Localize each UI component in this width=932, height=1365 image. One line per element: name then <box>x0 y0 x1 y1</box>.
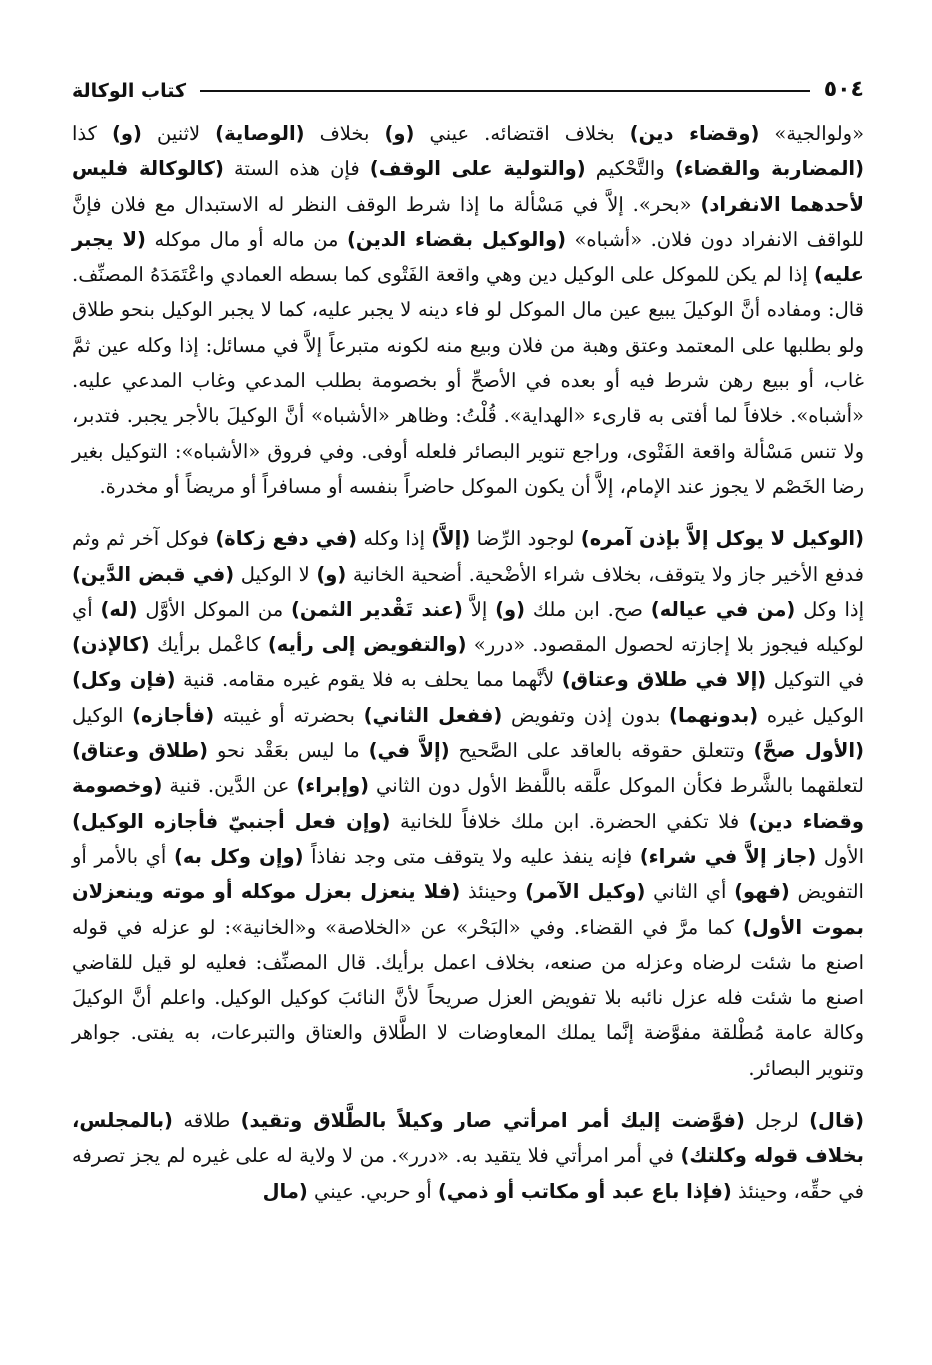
commentary-text: فوكل آخر ثم وثم فدفع الأخير جاز ولا يتوقف، بخلاف شراء الأضْحية. أضحية الخانية <box>72 527 864 586</box>
chapter-title: كتاب الوكالة <box>72 80 187 102</box>
matn-text: (طلاق وعتاق) <box>72 739 209 763</box>
commentary-text: فإن هذه الستة <box>223 157 370 181</box>
matn-text: (بدونهما) <box>669 703 759 727</box>
matn-text: (والتولية على الوقف) <box>369 157 586 181</box>
commentary-text: أي الثاني <box>645 880 735 904</box>
matn-text: (الوكيل لا يوكل إلاَّ بإذن آمره) <box>580 527 864 551</box>
commentary-text: إذا وكله <box>357 527 432 551</box>
commentary-text: إذا وكل <box>795 597 864 621</box>
commentary-text: صح. ابن ملك <box>525 597 651 621</box>
matn-text: (وإبراء) <box>296 774 370 798</box>
commentary-text: ما ليس بعَقْد نحو <box>208 739 369 763</box>
commentary-text: كذا <box>72 122 112 145</box>
commentary-text: عن الدَّين. قنية <box>162 774 297 798</box>
matn-text: (إلاَّ) <box>431 527 471 551</box>
commentary-text: وتتعلق حقوقه بالعاقد على الصَّحيح <box>449 739 754 763</box>
matn-text: (فلا ينعزل بعزل موكله أو موته وينعزلان بموت الأول) <box>72 880 864 939</box>
commentary-text: وحينئذ <box>460 880 526 904</box>
commentary-text: في التوكيل <box>766 668 865 692</box>
paragraph <box>72 521 864 1086</box>
commentary-text: لوجود الرِّضا <box>470 527 581 551</box>
commentary-text: فإنه ينفذ عليه ولا يتوقف متى وجد نفاذاً <box>303 844 640 868</box>
matn-text: (الوصاية) <box>215 122 305 145</box>
matn-text: (مال <box>262 1179 308 1203</box>
commentary-text: والتَّحْكيم <box>585 157 675 181</box>
matn-text: (من في عياله) <box>650 597 796 621</box>
commentary-text: «ولوالجية» <box>759 122 865 145</box>
commentary-text: لتعلقهما بالشَّرط فكأن الموكل علَّقه باللَّفظ الأول دون الثاني <box>369 774 864 798</box>
book-page <box>72 58 864 1358</box>
matn-text: (كالوكالة فليس لأحدهما الانفراد) <box>72 157 864 216</box>
commentary-text: فلا تكفي الحضرة. ابن ملك خلافاً للخانية <box>390 809 749 833</box>
commentary-text: في أمر امرأتي فلا يتقيد به. «درر». من لا ولاية له على غيره لم يجز تصرفه في حقِّه، وحينئذ <box>72 1144 864 1203</box>
matn-text: (فأجازه) <box>132 703 215 727</box>
commentary-text: أي بالأمر أو التفويض <box>72 844 864 904</box>
matn-text: (إلاَّ في) <box>368 739 450 763</box>
page-number: ٥٠٤ <box>823 77 864 102</box>
commentary-text: من الموكل الأوَّل <box>137 597 292 621</box>
commentary-text: أي لوكيله فيجوز بلا إجازته لحصول المقصود. «درر» <box>72 597 864 657</box>
commentary-text: إذا لم يكن للموكل على الوكيل دين وهي واقعة الفَتْوى كما بسطه العمادي واعْتَمَدَهُ المصنِّف. قال: ومفاده أنَّ الوكيلَ يبيع عين مال الموكل لو فاء دينه لا يجبر عليه، كما لا يجبر الوكيل بنحو طلاق ولو بطلبها على المعتمد وعتق وهبة من فلان وبيع منه لكونه متبرعاً إلاَّ في مسائل: إذا وكله عين ثمَّ غاب، أو ببيع رهن شرط فيه أو بعده في الأصحِّ أو بخصومة بطلب المدعي وغاب المدعي عليه. «أشباه». خلافاً لما أفتى به قارىء «الهداية». قُلْتُ: وظاهر «الأشباه» أنَّ الوكيلَ بالأجر يجبر. فتدبر، ولا تنس مَسْألة واقعة الفَتْوى، وراجع تنوير البصائر فلعله أوفى. وفي فروق «الأشباه»: التوكيل بغير رضا الخَصْم لا يجوز عند الإمام، إلاَّ أن يكون الموكل حاضراً بنفسه أو مسافراً أو مريضاً أو مخدرة. <box>72 263 864 498</box>
commentary-text: كاعْمل برأيك <box>149 633 268 657</box>
commentary-text: الأول <box>816 844 865 868</box>
matn-text: (جاز إلاَّ في شراء) <box>639 844 817 868</box>
commentary-text: من ماله أو مال موكله <box>145 227 347 251</box>
matn-text: (فوَّضت إليك أمر امرأتي صار وكيلاً بالطَّلاق وتقيد) <box>240 1109 745 1133</box>
commentary-text: بخلاف اقتضائه. عيني <box>414 122 630 145</box>
matn-text: (فإذا باع عبد أو مكاتب أو ذمي) <box>437 1179 732 1203</box>
matn-text: (الأول صحَّ) <box>753 739 864 763</box>
commentary-text: لا الوكيل <box>234 562 317 586</box>
matn-text: (له) <box>100 597 138 621</box>
matn-text: (وكيل الآمر) <box>525 880 646 904</box>
commentary-text: لاثنين <box>141 122 216 145</box>
matn-text: (وخصومة وقضاء دين) <box>72 774 864 833</box>
matn-text: (قال) <box>809 1109 864 1133</box>
paragraph <box>72 1103 864 1209</box>
header-rule <box>200 90 810 92</box>
page-body <box>72 116 864 1209</box>
commentary-text: بحضرته أو غيبته <box>214 703 364 727</box>
matn-text: (عند تَقْدير الثمن) <box>291 597 463 621</box>
commentary-text: لرجل <box>744 1109 810 1133</box>
matn-text: (و) <box>316 562 347 586</box>
matn-text: (والتفويض إلى رأيه) <box>267 633 467 657</box>
matn-text: (ففعل الثاني) <box>363 703 503 727</box>
matn-text: (و) <box>384 122 415 145</box>
commentary-text: بخلاف <box>304 122 385 145</box>
commentary-text: طلاقه <box>172 1109 241 1133</box>
commentary-text: لأنَّهما مما يحلف به فلا يقوم غيره مقامه. قنية <box>175 668 562 692</box>
matn-text: (في دفع زكاة) <box>215 527 358 551</box>
matn-text: (كالإذن) <box>72 633 150 657</box>
commentary-text: الوكيل غيره <box>758 703 864 727</box>
matn-text: (في قبض الدَّين) <box>72 562 235 586</box>
matn-text: (المضاربة والقضاء) <box>674 157 864 181</box>
matn-text: (وإن وكل به) <box>173 844 304 868</box>
matn-text: (والوكيل بقضاء الدين) <box>346 227 566 251</box>
page-header <box>72 58 864 102</box>
matn-text: (فإن وكل) <box>72 668 176 692</box>
matn-text: (و) <box>111 122 142 145</box>
commentary-text: «بحر». إلاَّ في مَسْألة ما إذا شرط الوقف النظر له الاستبدال مع فلان فإنَّ للواقف الانفراد دون فلان. «أشباه» <box>72 192 865 251</box>
commentary-text: الوكيل <box>72 703 133 727</box>
matn-text: (بالمجلس، بخلاف قوله وكلتك) <box>72 1109 864 1168</box>
commentary-text: أو حربي. عيني <box>307 1179 438 1203</box>
commentary-text: بدون إذن وتفويض <box>502 703 670 727</box>
commentary-text: كما مرَّ في القضاء. وفي «البَحْر» عن «الخلاصة» و«الخانية»: لو عزله في قوله اصنع ما شئت لرضاه وعزله من صنعه، بخلاف اعمل برأيك. قال المصنِّف: فعليه لو قيل للقاضي اصنع ما شئت فله عزل نائبه بلا تفويض العزل صريحاً لأنَّ النائبَ كوكيل الوكيل. واعلم أنَّ الوكيلَ وكالة عامة مُطْلقة مفوَّضة إنَّما يملك المعاوضات لا الطَّلاق والعتاق والتبرعات، به يفتى. جواهر وتنوير البصائر. <box>72 915 864 1080</box>
matn-text: (وقضاء دين) <box>629 122 760 145</box>
paragraph <box>72 116 864 504</box>
matn-text: (وإن فعل أجنبيّ فأجازه الوكيل) <box>72 809 391 833</box>
matn-text: (إلا في طلاق وعتاق) <box>561 668 767 692</box>
matn-text: (و) <box>495 597 526 621</box>
matn-text: (لا يجبر عليه) <box>72 227 864 287</box>
matn-text: (فهو) <box>734 880 790 904</box>
commentary-text: إلاَّ <box>462 597 496 621</box>
